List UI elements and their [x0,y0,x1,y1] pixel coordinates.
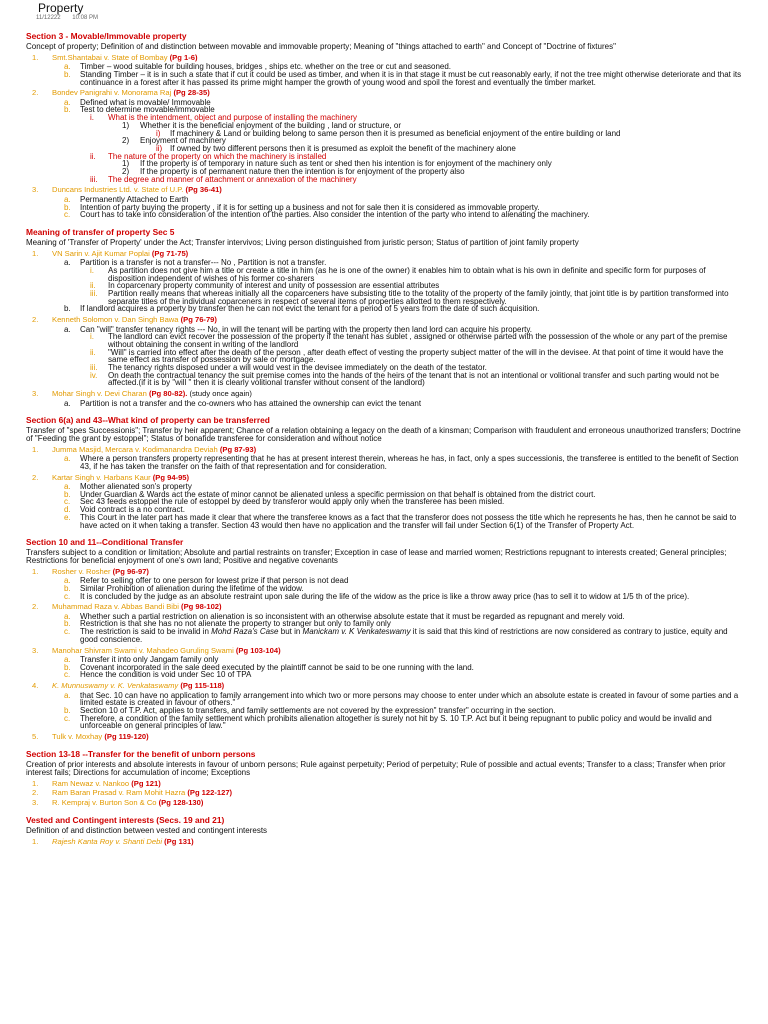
list-marker: b. [64,619,71,629]
case-title [32,780,744,788]
case-name: Smt.Shantabai v. State of Bombay [52,52,168,62]
case-title [32,647,744,655]
case-number: 1. [32,248,39,258]
list-text: Hence the condition is void under Sec 10 of TPA [80,670,252,680]
list-marker: b. [64,304,71,314]
list-marker: ii) [156,143,163,153]
list-text: but in [278,627,303,637]
list-text: Void contract is a no contract. [80,505,185,515]
page-ref: (Pg 80-82). [148,389,188,399]
page-ref: (Pg 128-130) [158,797,204,807]
list-text: If owned by two different persons then it is presumed as exploit the benefit of the machinery alone [170,143,516,153]
list-marker: i. [90,332,94,342]
list-text: If landlord acquires a property by transfer then he can not evict the tenant for a period of 5 years from the date of such acquisition. [80,304,540,314]
list-text: Under Guardian & Wards act the estate of minor cannot be alienated unless a specific permission on that behalf is obtained from the district court. [80,489,596,499]
list-item [156,130,744,138]
section-intro: Concept of property; Definition of and distinction between movable and immovable property; Meaning of "things attached to earth" and Concept of "Doctrine of fixtures" [26,42,616,51]
case-name: Muhammad Raza v. Abbas Bandi Bibi [52,602,179,612]
date-stamp: 11/12222 [36,15,61,21]
case-name: Tulk v. Moxhay [52,732,103,742]
case-citation: Mohd Raza's Case [211,627,279,637]
list-marker: iii. [90,288,98,298]
case-title [32,474,744,482]
case-name: Bondev Panigrahi v. Monorama Raj [52,88,172,98]
case-title [32,446,744,454]
case-name: Rosher v. Rosher [52,566,111,576]
list-marker: c. [64,497,71,507]
case-name: Jumma Masjid, Mercara v. Kodimanandra Deviah [52,444,218,454]
page-ref: (Pg 87-93) [219,444,257,454]
list-item [64,71,744,86]
case-name: Kenneth Solomon v. Dan Singh Bawa [52,315,179,325]
case-number: 1. [32,52,39,62]
list-item [64,305,744,313]
list-marker: c. [64,210,71,220]
case-number: 3. [32,389,39,399]
section-intro: Transfer of "spes Successionis"; Transfer by heir apparent; Chance of a relation obtaining a legacy on the death of a kinsman; Comparison with fraudulent and erroneous unauthorized transfers; Doctrine of "Feeding the grant by estoppel"; Status of bonafide transferee for consideration and without notice [26,426,741,444]
list-marker: c. [64,591,71,601]
list-item [64,211,744,219]
case-number: 1. [32,837,39,847]
list-item [64,514,744,529]
list-text: The degree and manner of attachment or annexation of the machinery [108,174,357,184]
list-marker: a. [64,454,71,464]
list-marker: b. [64,69,71,79]
list-text: Enjoyment of machinery [140,136,226,146]
list-marker: a. [64,611,71,621]
list-item [64,593,744,601]
list-text: On death the contractual tenancy the suit premise comes into the hands of the heirs of the tenant that is not an intentional or volitional transfer and such parting would not be affected.(if it is by "will " then it is clearly volitional transfer without consent of the landlord) [108,370,720,388]
list-text: Therefore, a condition of the family settlement which prohibits alienation altogether is surely not hit by S. 10 T.P. Act but it being repugnant to public policy and would be invalid and unforceable on general principles of law." [80,713,712,731]
list-text: Transfer it into only Jangam family only [80,655,219,664]
page-ref: (Pg 36-41) [185,185,222,195]
list-text: Standing Timber – it is in such a state that if cut it could be used as timber, and when it is in that stage it must be cut reasonably early, if not the tree might otherwise deteriorate and that its continuance in a forest after it has passed its prime might hamper the growth of young wood and spoil the forest and eventually the timber market. [80,69,742,87]
case-number: 2. [32,788,39,798]
page-ref: (Pg 119-120) [104,732,149,742]
case-number: 5. [32,732,39,742]
list-marker: a. [64,194,71,204]
list-item [64,671,744,679]
page-ref: (Pg 71-75) [151,248,189,258]
case-name: R. Kempraj v. Burton Son & Co [52,797,157,807]
list-marker: a. [64,258,71,268]
list-text: Whether such a partial restriction on alienation is so inconsistent with an otherwise absolute estate that it must be regarded as repugnant and merely void. [80,611,625,621]
page-ref: (Pg 76-79) [180,315,217,325]
page-ref: (Pg 121) [131,779,161,789]
case-name: Kartar Singh v. Harbans Kaur [52,472,151,482]
section-heading: Meaning of transfer of property Sec 5 [26,226,175,237]
page-ref: (Pg 115-118) [180,681,225,691]
case-title [32,789,744,797]
case-note: (study once again) [189,389,252,399]
list-text: If machinery & Land or building belong to same person then it is presumed as beneficial enjoyment of the entire building or land [170,128,621,138]
list-marker: a. [64,97,71,107]
list-text: As partition does not give him a title or create a title in him (as he is one of the owner) it enables him to obtain what is his own in definite and specific form for purposes of disposition independent of wishes of his former co-sharers [108,265,706,283]
page-ref: (Pg 103-104) [235,645,281,655]
page-ref: (Pg 96-97) [112,566,149,576]
list-item [90,349,744,364]
list-item [64,715,744,730]
list-marker: i) [156,128,161,138]
case-title [32,799,744,807]
list-marker: b. [64,105,71,115]
section-intro: Creation of prior interests and absolute interests in favour of unborn persons; Rule against perpetuity; Period of perpetuity; Rule of possible and actual events; Transfer to a class; Transfer when prior interest fails; Directions for accumulation of income; Exceptions [26,760,726,778]
case-name: Mohar Singh v. Devi Charan [52,389,147,399]
list-item [64,628,744,643]
list-marker: iv. [90,370,98,380]
list-marker: b. [64,489,71,499]
case-number: 2. [32,472,39,482]
case-title [32,89,744,97]
list-marker: ii. [90,281,96,291]
case-number: 1. [32,444,39,454]
case-title [32,186,744,194]
list-marker: b. [64,662,71,672]
case-name: K. Munnuswamy v. K. Venkataswamy [52,681,179,691]
list-text: Refer to selling offer to one person for lowest prize if that person is not dead [80,576,349,586]
case-number: 1. [32,566,39,576]
case-number: 2. [32,602,39,612]
case-name: VN Sarin v. Ajit Kumar Poplai [52,248,150,258]
case-number: 1. [32,779,39,789]
list-marker: iii. [90,174,98,184]
list-marker: 1) [122,159,130,169]
list-text: Court has to take into consideration of the intention of the parties. Also consider the intention of the party who intend to alienating the machinery. [80,210,590,220]
case-number: 2. [32,315,39,325]
list-marker: b. [64,583,71,593]
list-item [90,333,744,348]
list-text: Partition is a transfer is not a transfer--- No , Partition is not a transfer. [80,258,327,268]
list-item [90,372,744,387]
list-item [64,400,744,408]
section-heading: Section 6(a) and 43--What kind of property can be transferred [26,415,270,426]
list-marker: b. [64,202,71,212]
case-number: 2. [32,88,39,98]
list-marker: a. [64,324,71,334]
list-item [90,176,744,184]
list-text: Covenant incorporated in the sale deed executed by the plaintiff cannot be said to be one running with the land. [80,662,474,672]
case-title [32,603,744,611]
section-intro: Definition of and distinction between vested and contingent interests [26,826,268,836]
list-text: Test to determine movable/immovable [80,105,215,115]
case-name: Manohar Shivram Swami v. Mahadeo Guruling Swami [52,645,234,655]
list-item [90,267,744,282]
case-title [32,54,744,62]
list-text: The nature of the property on which the machinery is installed [108,151,327,161]
list-text: Whether it is the beneficial enjoyment of the building , land or structure, or [140,120,402,130]
case-citation: Manickam v. K Venkateswamy [302,627,411,637]
page-ref: (Pg 122-127) [187,788,233,798]
list-marker: b. [64,705,71,715]
case-name: Rajesh Kanta Roy v. Shanti Debi [52,837,163,847]
list-marker: 1) [122,120,130,130]
list-marker: e. [64,512,71,522]
list-item [64,455,744,470]
list-text: If the property is of permanent nature then the intention is for enjoyment of the property also [140,167,465,177]
list-marker: a. [64,398,71,408]
list-text: This Court in the later part has made it clear that where the transferee knows as a fact that the transferor does not possess the title which he represents he has, then he cannot be said to have acted on it when taking a transfer. Section 43 would then have no application and the transfer will fail under Section 6(1) of the Transfer of Property Act. [80,512,737,530]
page-title: Property [38,1,84,15]
list-marker: d. [64,505,71,515]
case-title [32,250,744,258]
list-marker: a. [64,690,71,700]
case-title [32,733,744,741]
list-marker: a. [64,655,71,664]
section-intro: Meaning of 'Transfer of Property' under the Act; Transfer intervivos; Living person distinguished from juristic person; Status of partition of joint family property [26,237,579,247]
case-number: 3. [32,645,39,655]
list-text: It is concluded by the judge as an absolute restraint upon sale during the life of the widow as the price is like a throw away price (has to sell it to widow at 1/5 th of the price). [80,591,690,601]
list-text: Similar Prohibition of alienation during the lifetime of the widow. [80,583,304,593]
list-text: that Sec. 10 can have no application to family arrangement into which two or more persons may choose to enter under which an absolute estate is created in favour of some parties and a limited estate is created in favour of others." [80,690,739,708]
case-name: Ram Baran Prasad v. Ram Mohit Hazra [52,788,186,798]
list-marker: 2) [122,167,130,177]
list-text: "Will" is carried into effect after the death of the person , after death effect of vesting the property subject matter of the will in the devisee. At that point of time it would have the same effect as transfer of possession by sale or mortgage. [108,347,724,365]
time-stamp: 10:08 PM [72,15,98,21]
list-marker: i. [90,113,94,123]
list-text: Partition really means that whereas initially all the coparceners have subsisting title to the totality of the property of the family jointly, that joint title is by partition transformed into separate titles of the individual coparceners in respect of several items of properties allotted to them respectively. [108,288,729,306]
section-heading: Vested and Contingent interests (Secs. 19 and 21) [26,815,225,826]
page-ref: (Pg 131) [164,837,194,847]
list-marker: c. [64,670,71,680]
case-name: Duncans Industries Ltd. v. State of U.P. [52,185,184,195]
page-ref: (Pg 94-95) [152,472,190,482]
case-title [32,838,744,846]
list-text: Defined what is movable/ Immovable [80,97,211,107]
list-text: Intention of party buying the property , if it is for setting up a business and not for sale then it is considered as immovable property. [80,202,540,212]
list-marker: 2) [122,136,130,146]
timestamp [36,14,744,23]
section-intro: Transfers subject to a condition or limitation; Absolute and partial restraints on transfer; Exception in case of lease and married women; Restrictions repugnant to interests created; General principles; Restrictions for beneficial enjoyment of one's own land; Positive and negative covenants [26,548,727,566]
case-name: Ram Newaz v. Nankoo [52,779,130,789]
page-ref: (Pg 28-35) [173,88,210,98]
case-number: 3. [32,797,39,807]
case-title [32,316,744,324]
list-text: Section 10 of T.P. Act, applies to transfers, and family settlements are not covered by the expression" transfer" occurring in the section. [80,705,556,715]
case-title [32,390,744,398]
list-marker: ii. [90,347,96,357]
list-marker: a. [64,482,71,492]
list-text: Where a person transfers property representing that he has at present interest therein, whereas he has, in fact, only a spes successionis, the transferee is entitled to the benefit of Section 43, if he has taken the transfer on the faith of that representation and for consideration. [80,454,739,471]
section-heading: Section 13-18 --Transfer for the benefit of unborn persons [26,749,256,760]
case-title [32,568,744,576]
list-text: Permanently Attached to Earth [80,194,189,204]
case-number: 4. [32,681,39,691]
section-heading: Section 3 - Movable/Immovable property [26,31,187,41]
list-item [64,692,744,707]
list-marker: i. [90,265,94,275]
section-heading: Section 10 and 11--Conditional Transfer [26,537,184,548]
list-text: Mother alienated son's property [80,482,192,492]
page-ref: (Pg 1-6) [169,52,198,62]
list-text: In coparcenary property community of interest and unity of possession are essential attributes [108,281,440,291]
list-marker: ii. [90,151,96,161]
list-text: The tenancy rights disposed under a will would vest in the devisee immediately on the death of the testator. [108,363,487,373]
list-marker: c. [64,713,71,723]
list-text: Restriction is that she has no not alienate the property to stranger but only to family only [80,619,391,629]
list-text: Can "will" transfer tenancy rights --- No, in will the tenant will be parting with the property then land lord can acquire his property. [80,324,532,334]
case-number: 3. [32,185,39,195]
case-title [32,682,744,690]
list-text: The landlord can evict recover the possession of the property if the tenant has sublet , assigned or otherwise parted with the possession of the whole or any part of the premise without obtaining the consent in writing of the landlord [108,332,728,349]
list-text: If the property is of temporary in nature such as tent or shed then his intention is for enjoyment of the machinery only [140,159,552,169]
list-marker: a. [64,62,71,72]
list-marker: a. [64,576,71,586]
list-text: The restriction is said to be invalid in [80,627,212,637]
list-text: Sec 43 feeds estoppel the rule of estoppel by deed by transferor would apply only when the transferee has been misled. [80,497,505,507]
list-marker: iii. [90,363,98,373]
list-text: What is the intendment, object and purpose of installing the machinery [108,113,358,123]
list-item [90,290,744,305]
list-marker: c. [64,627,71,637]
list-text: it is said that this kind of restrictions are now considered as contrary to justice, equity and good conscience. [80,627,728,644]
page-ref: (Pg 98-102) [181,602,222,612]
list-text: Partition is not a transfer and the co-owners who has attained the ownership can evict the tenant [80,398,422,408]
list-text: Timber – wood suitable for building houses, bridges , ships etc. whether on the tree or cut and seasoned. [80,62,452,72]
